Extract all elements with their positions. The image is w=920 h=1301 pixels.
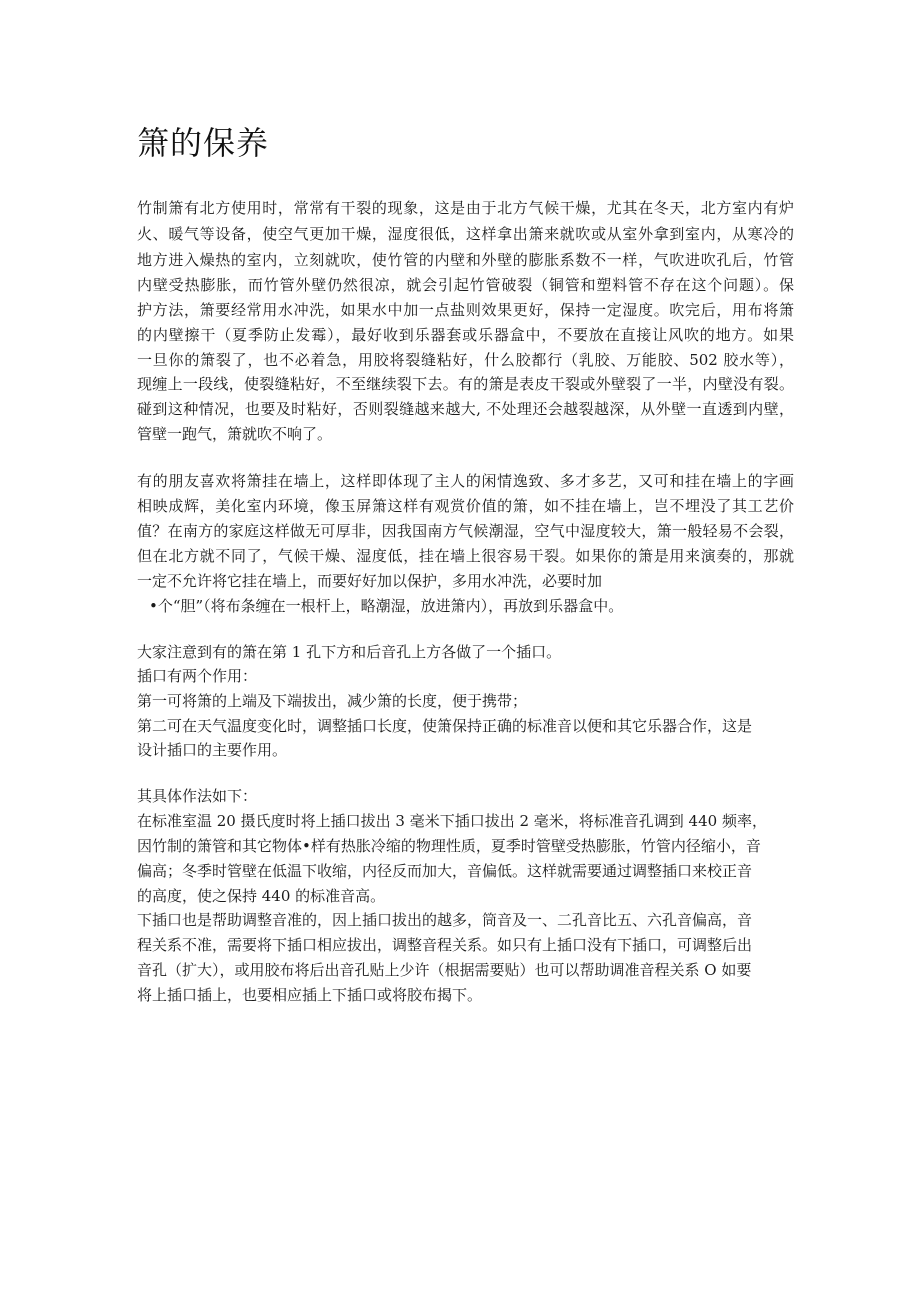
paragraph-1-line: 一旦你的箫裂了，也不必着急，用胶将裂缝粘好，什么胶都行（乳胶、万能胶、502 胶水等）， [137,351,794,369]
paragraph-3-line: 插口有两个作用： [137,667,258,685]
paragraph-3-line: 大家注意到有的箫在第 1 孔下方和后音孔上方各做了一个插口。 [137,643,562,661]
paragraph-2-line: 但在北方就不同了，气候干燥、湿度低，挂在墙上很容易干裂。如果你的箫是用来演奏的，那就 [137,547,794,565]
paragraph-4-line: 偏高；冬季时管壁在低温下收缩，内径反而加大，音偏低。这样就需要通过调整插口来校正音 [137,862,753,880]
paragraph-1-line: 碰到这种情况，也要及时粘好，否则裂缝越来越大, 不处理还会越裂越深，从外壁一直透到内壁， [137,400,794,418]
paragraph-4-line: 音孔（扩大），或用胶布将后出音孔贴上少许（根据需要贴）也可以帮助调准音程关系 O 如要 [137,961,752,979]
paragraph-2-line: 有的朋友喜欢将箫挂在墙上，这样即体现了主人的闲情逸致、多才多艺，又可和挂在墙上的字画 [137,472,794,490]
paragraph-4-line: 因竹制的箫管和其它物体•样有热胀冷缩的物理性质，夏季时管壁受热膨胀，竹管内径缩小，音 [137,837,761,855]
paragraph-1-line: 的内壁擦干（夏季防止发霉），最好收到乐器套或乐器盒中，不要放在直接让风吹的地方。如果 [137,326,794,344]
paragraph-4-line: 的高度，使之保持 440 的标准音高。 [137,887,386,905]
paragraph-4-line: 程关系不准，需要将下插口相应拔出，调整音程关系。如只有上插口没有下插口，可调整后出 [137,936,753,954]
paragraph-1-line: 现缠上一段线，使裂缝粘好，不至继续裂下去。有的箫是表皮干裂或外壁裂了一半，内壁没有裂。 [137,375,794,393]
paragraph-1-line: 火、暖气等设备，使空气更加干燥，湿度很低，这样拿出箫来就吹或从室外拿到室内，从寒冷的 [137,225,794,243]
paragraph-1-line: 地方进入燥热的室内，立刻就吹，使竹管的内壁和外壁的膨胀系数不一样，气吹进吹孔后，竹管 [137,251,794,269]
paragraph-1-line: 竹制箫有北方使用时，常常有干裂的现象，这是由于北方气候干燥，尤其在冬天，北方室内有炉 [137,199,794,217]
paragraph-2-line: •个“胆”（将布条缠在一根杆上，略潮湿，放进箫内），再放到乐器盒中。 [149,597,624,615]
paragraph-1-line: 内壁受热膨胀，而竹管外壁仍然很凉，就会引起竹管破裂（铜管和塑料管不存在这个问题）。保 [137,276,794,294]
paragraph-3-line: 第一可将箫的上端及下端拔出，减少箫的长度，便于携带； [137,692,528,710]
paragraph-4-line: 下插口也是帮助调整音准的，因上插口拔出的越多，筒音及一、二孔音比五、六孔音偏高，音 [137,911,753,929]
paragraph-1-line: 管壁一跑气，箫就吹不响了。 [137,425,333,443]
paragraph-4-line: 将上插口插上，也要相应插上下插口或将胶布揭下。 [137,986,483,1004]
paragraph-2-line: 值？在南方的家庭这样做无可厚非，因我国南方气候潮湿，空气中湿度较大，箫一般轻易不会裂， [137,522,794,540]
paragraph-2-line: 一定不允许将它挂在墙上，而要好好加以保护，多用水冲洗，必要时加 [137,572,603,590]
paragraph-3-line: 设计插口的主要作用。 [137,741,288,759]
paragraph-1-line: 护方法，箫要经常用水冲洗，如果水中加一点盐则效果更好，保持一定湿度。吹完后，用布将箫 [137,301,794,319]
page-title: 箫的保养 [137,124,270,162]
paragraph-4-line: 在标准室温 20 摄氏度时将上插口拔出 3 毫米下插口拔出 2 毫米，将标准音孔调到 440 频率， [137,812,767,830]
paragraph-3-line: 第二可在天气温度变化时，调整插口长度，使箫保持正确的标准音以便和其它乐器合作，这是 [137,717,753,735]
paragraph-2-line: 相映成辉，美化室内环境，像玉屏箫这样有观赏价值的箫，如不挂在墙上，岂不埋没了其工艺价 [137,497,794,515]
paragraph-4-line: 其具体作法如下： [137,787,258,805]
